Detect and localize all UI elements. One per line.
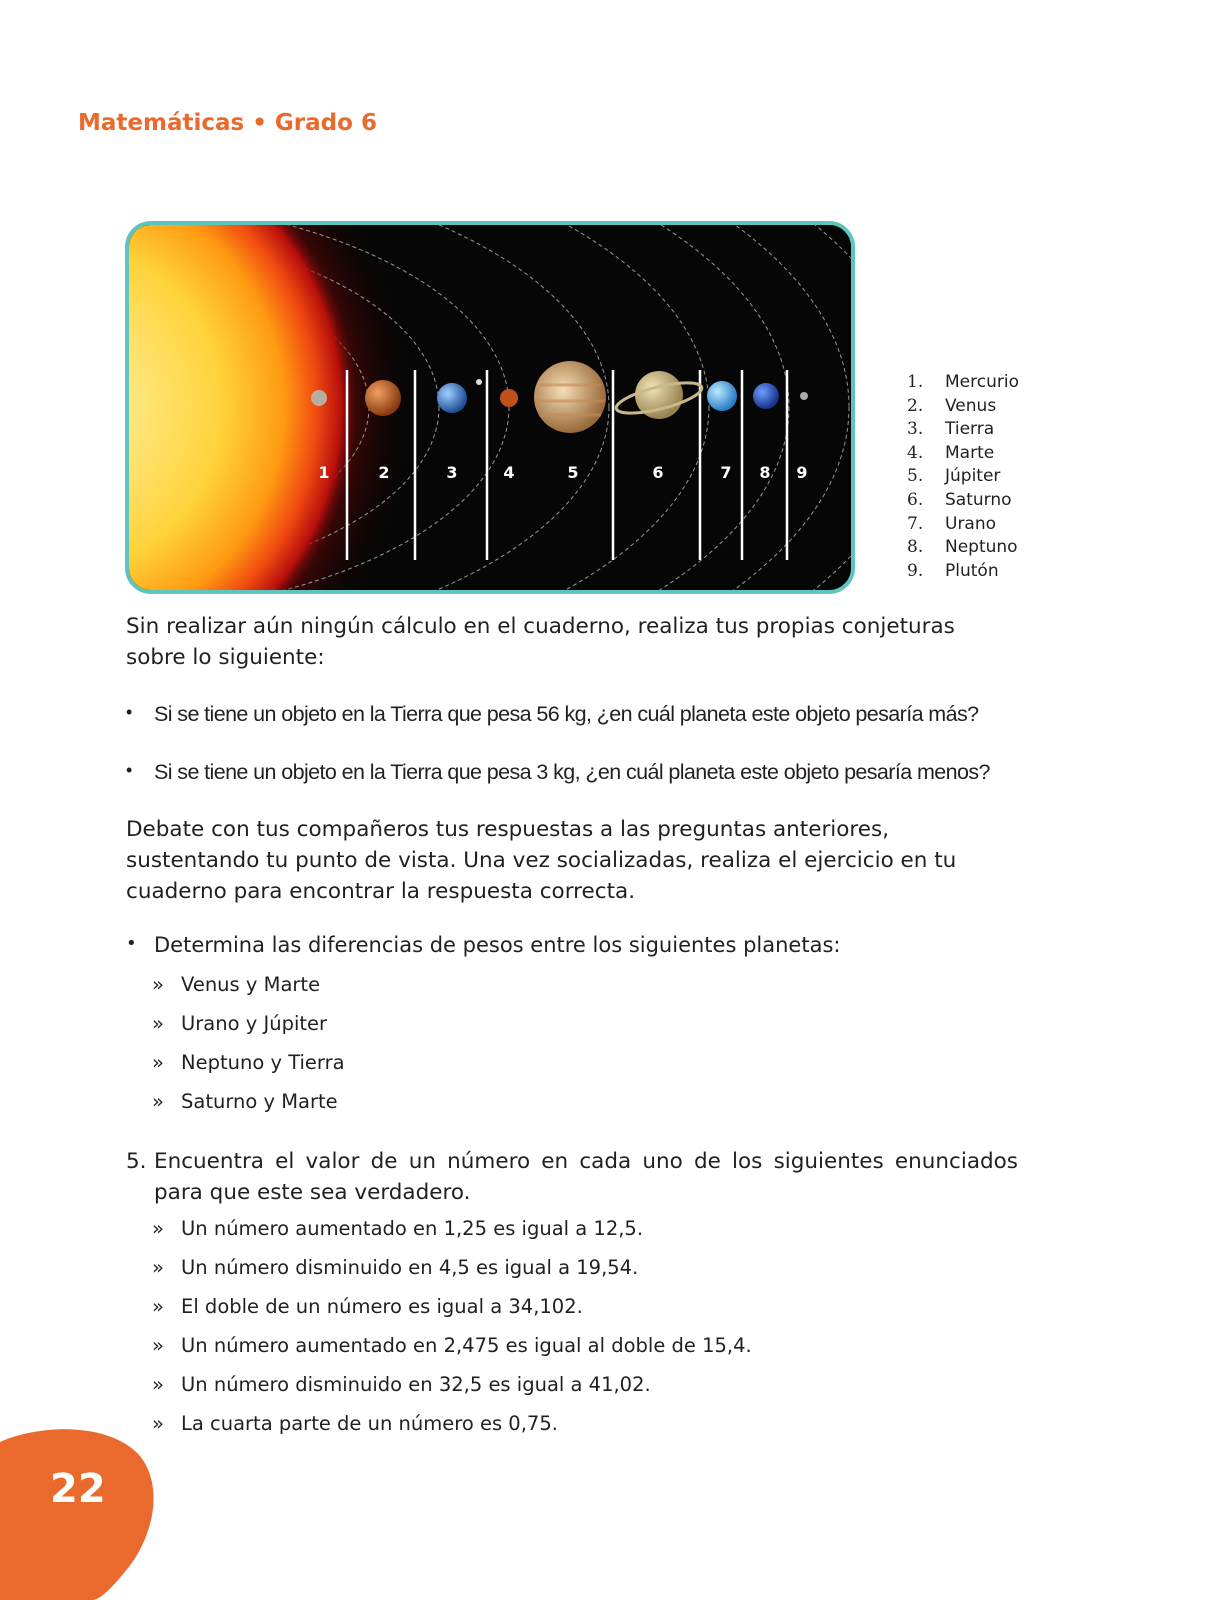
planet-number-label: 9 (796, 463, 808, 482)
chevron-icon: » (152, 1295, 164, 1318)
pluto (800, 392, 808, 400)
earth (437, 383, 467, 413)
mercury (311, 390, 327, 406)
planet-number-label: 5 (567, 463, 579, 482)
sun (129, 225, 359, 590)
planet-number-label: 8 (759, 463, 771, 482)
legend-item: 9. Plutón (907, 560, 999, 581)
exercise-5 (126, 1146, 1018, 1208)
chevron-icon: » (152, 1090, 164, 1113)
chevron-icon: » (152, 1334, 164, 1357)
solar-system-illustration (125, 221, 855, 594)
exercise-text: Encuentra el valor de un número en cada uno de los siguientes enunciados para que este sea verdadero. (154, 1149, 1018, 1205)
intro-paragraph: Sin realizar aún ningún cálculo en el cuaderno, realiza tus propias conjeturas sobre lo siguiente: (126, 614, 955, 670)
venus (365, 380, 401, 416)
chevron-icon: » (152, 1012, 164, 1035)
legend-item: 2. Venus (907, 395, 997, 416)
page-number-badge (0, 1428, 160, 1600)
page-header: Matemáticas • Grado 6 (78, 110, 377, 136)
planet-number-label: 3 (446, 463, 458, 482)
chevron-icon: » (152, 1051, 164, 1074)
legend-item: 8. Neptuno (907, 537, 1018, 558)
bullet-icon: • (126, 760, 132, 780)
chevron-icon: » (152, 973, 164, 996)
page-number: 22 (50, 1466, 106, 1512)
jupiter (534, 361, 606, 433)
chevron-icon: » (152, 1412, 164, 1435)
bullet-icon: • (126, 933, 137, 954)
legend-item: 5. Júpiter (907, 466, 1001, 487)
debate-paragraph: Debate con tus compañeros tus respuestas a las preguntas anteriores, sustentando tu punto de vista. Una vez socializadas, realiza el ejercicio en tu cuaderno para encontrar la respuesta correcta. (126, 817, 957, 904)
uranus (707, 381, 737, 411)
chevron-icon: » (152, 1256, 164, 1279)
legend-item: 4. Marte (907, 442, 995, 463)
legend-item: 6. Saturno (907, 489, 1012, 510)
planet-legend (907, 372, 1107, 584)
legend-item: 7. Urano (907, 513, 997, 534)
legend-item: 1. Mercurio (907, 372, 1019, 392)
mars (500, 389, 518, 407)
legend-item: 3. Tierra (907, 419, 995, 440)
bullet-icon: • (126, 702, 132, 722)
neptune (753, 383, 779, 409)
chevron-icon: » (152, 1217, 164, 1240)
exercise-number: 5. (126, 1149, 147, 1174)
planet-number-label: 7 (720, 463, 732, 482)
chevron-icon: » (152, 1373, 164, 1396)
planet-number-label: 6 (652, 463, 664, 482)
planet-number-label: 2 (378, 463, 390, 482)
planet-number-label: 4 (503, 463, 515, 482)
planet-number-label: 1 (318, 463, 330, 482)
